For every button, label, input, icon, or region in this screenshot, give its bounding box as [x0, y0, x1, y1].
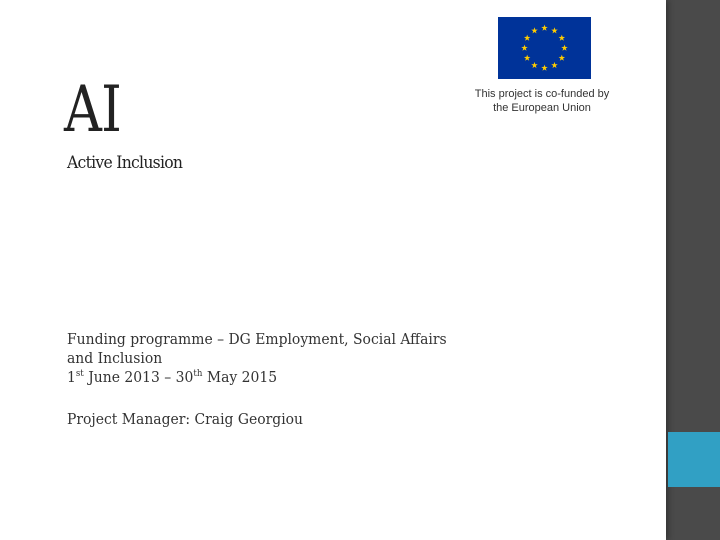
slide-body [67, 331, 489, 430]
project-dates [67, 369, 489, 388]
funding-line-1: Funding programme – DG Employment, Social Affairs [67, 332, 447, 348]
cofunded-line-1: This project is co-funded by [474, 88, 610, 100]
cofunded-caption [452, 87, 632, 115]
date-start-suffix: st [75, 369, 84, 380]
date-start-rest: June 2013 – 30 [83, 370, 194, 386]
accent-bar [668, 432, 720, 487]
funding-line-2: and Inclusion [67, 351, 163, 367]
slide-title: AI [64, 73, 121, 147]
date-end-suffix: th [193, 369, 203, 380]
eu-flag-graphic [498, 17, 591, 79]
cofunded-line-2: the European Union [493, 102, 591, 114]
date-end-rest: May 2015 [202, 370, 278, 386]
eu-flag-icon [498, 17, 591, 79]
slide-subtitle: Active Inclusion [67, 153, 183, 173]
date-start-day: 1 [67, 370, 76, 386]
project-manager: Project Manager: Craig Georgiou [67, 412, 303, 428]
